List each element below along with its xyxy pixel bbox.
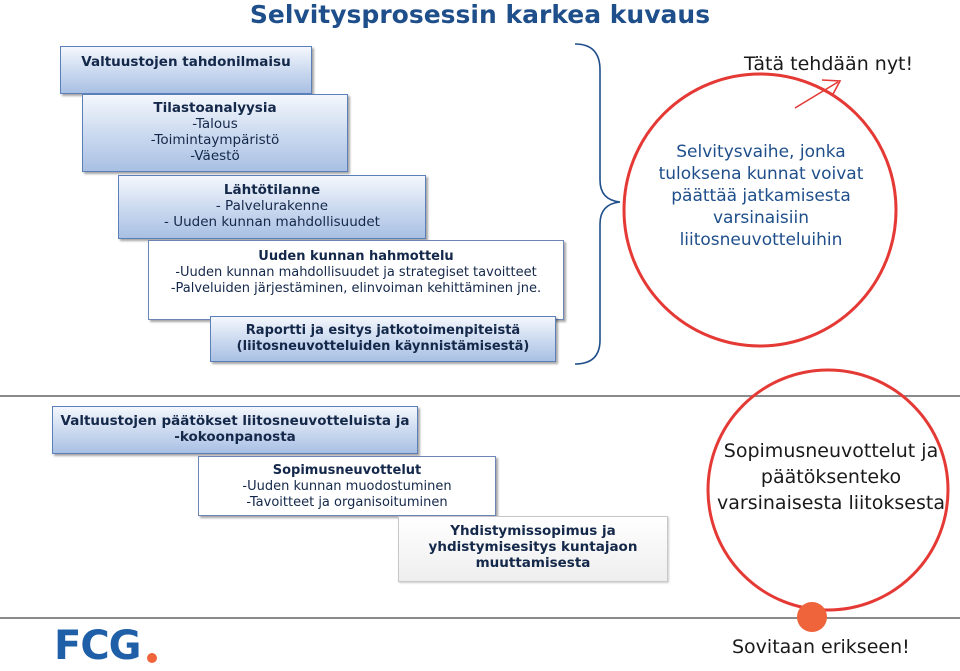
step-council-intent-text: Valtuustojen tahdonilmaisu <box>81 54 291 70</box>
phase1-bracket <box>575 44 620 364</box>
phase1-circle-text: Selvitysvaihe, jonka tuloksena kunnat voivat päättää jatkamisesta varsinaisiin liitosneuvotteluihin <box>658 142 864 250</box>
step-baseline-head: Lähtötilanne <box>223 182 321 198</box>
step-new-municipality-head: Uuden kunnan hahmottelu <box>258 249 454 264</box>
step-council-decisions <box>52 406 418 454</box>
step-merger-agreement-head: Yhdistymissopimus ja yhdistymisesitys kuntajaon muuttamisesta <box>428 523 638 571</box>
step-statistics-head: Tilastoanalyysia <box>153 100 277 116</box>
step-new-municipality-line: -Palveluiden järjestäminen, elinvoiman kehittäminen jne. <box>170 281 542 296</box>
step-statistics-line: -Toimintaympäristö <box>150 132 280 148</box>
step-merger-agreement <box>398 516 668 582</box>
step-report-head: Raportti ja esitys jatkotoimenpiteistä (liitosneuvotteluiden käynnistämisestä) <box>236 323 530 354</box>
step-negotiations-head: Sopimusneuvottelut <box>272 463 422 478</box>
page-title: Selvitysprosessin karkea kuvaus <box>249 0 711 29</box>
phase2-circle-text: Sopimusneuvottelut ja päätöksenteko varsinaisesta liitoksesta <box>717 440 945 514</box>
step-council-decisions-head: Valtuustojen päätökset liitosneuvotteluista ja -kokoonpanosta <box>60 413 410 445</box>
step-new-municipality-line: -Uuden kunnan mahdollisuudet ja strategiset tavoitteet <box>175 265 537 280</box>
step-statistics-line: -Talous <box>192 116 238 132</box>
step-negotiations-line: -Tavoitteet ja organisoituminen <box>246 495 448 510</box>
step-baseline-line: - Uuden kunnan mahdollisuudet <box>164 214 380 230</box>
step-negotiations <box>198 456 496 516</box>
fcg-logo: FCG <box>54 623 141 669</box>
later-label: Sovitaan erikseen! <box>732 636 910 658</box>
later-dot <box>797 602 827 632</box>
step-baseline-line: - Palvelurakenne <box>215 198 329 214</box>
step-negotiations-line: -Uuden kunnan muodostuminen <box>242 479 452 494</box>
now-label: Tätä tehdään nyt! <box>744 53 914 75</box>
step-statistics-line: -Väestö <box>190 148 240 164</box>
fcg-logo-dot <box>147 653 157 663</box>
